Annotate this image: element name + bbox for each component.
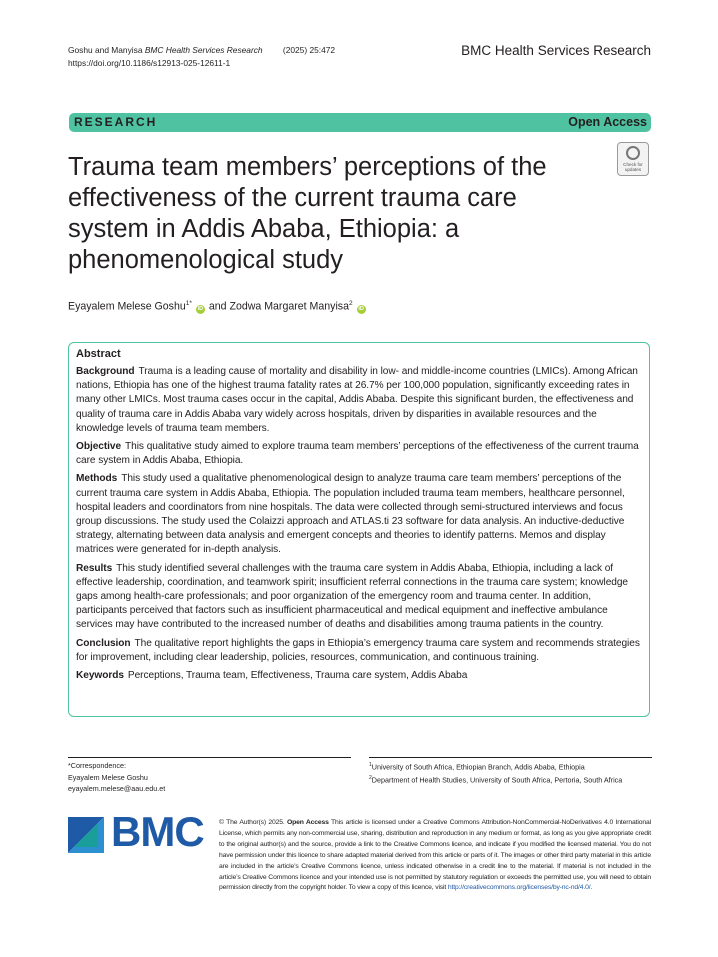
correspondence-label: *Correspondence: — [68, 761, 126, 770]
author-connector: and — [208, 300, 227, 313]
affiliation-text: Department of Health Studies, University of South Africa, Pertoria, South Africa — [371, 775, 623, 785]
crossmark-line1: Check for — [623, 162, 643, 167]
section-text: Trauma is a leading cause of mortality and disability in low- and middle-income countries (LMICs). Among African nations, Ethiopia has one of the highest trauma fatality rates at 26.7% per 100,000 population, significantly exceeding rates in many other LMICs. Most trauma cases occur in the capital, Addis Ababa. Despite this significant burden, the effectiveness and quality of trauma care in Addis Ababa vary widely across hospitals, driven by disparities in available resources and the knowledge levels of trauma team members. — [76, 366, 638, 434]
license-link[interactable]: http://creativecommons.org/licenses/by-nc-nd/4.0/. — [447, 884, 593, 892]
correspondence-block — [68, 760, 165, 795]
abstract-conclusion — [76, 637, 642, 665]
bmc-logo-icon — [68, 817, 104, 853]
license-text — [219, 818, 651, 894]
bmc-logo-text: BMC — [111, 808, 204, 855]
abstract-methods — [76, 472, 642, 557]
journal-name: BMC Health Services Research — [461, 43, 651, 58]
abstract-heading: Abstract — [76, 348, 121, 360]
citation-authors: Goshu and Manyisa — [68, 45, 143, 55]
orcid-icon[interactable]: iD — [358, 305, 364, 312]
article-title: Trauma team members’ perceptions of the effectiveness of the current trauma care system in Addis Ababa, Ethiopia: a phenomenological study — [68, 153, 547, 274]
author-name[interactable]: Eyayalem Melese Goshu — [68, 300, 186, 313]
section-text: This study identified several challenges with the trauma care system in Addis Ababa, Ethiopia, including a lack of effective leadership, coordination, and teamwork spirit; insufficient referral connections in the trauma care system; knowledge gaps among health-care professionals; and poor organization of the emergency room and trauma center. In addition, participants perceived that factors such as insufficient pharmaceutical and medical equipment and ineffective ambulance services may have contributed to the increased number of deaths and disabilities among trauma patients in the country. — [76, 562, 628, 631]
copyright: © The Author(s) 2025. — [219, 819, 285, 826]
crossmark-line2: updates — [624, 167, 642, 172]
affiliations-block — [369, 760, 654, 786]
author-affiliation-sup: 1* — [185, 300, 192, 307]
affiliation-text: University of South Africa, Ethiopian Branch, Addis Ababa, Ethiopia — [371, 762, 585, 772]
doi-link[interactable]: https://doi.org/10.1186/s12913-025-12611-1 — [68, 58, 231, 68]
abstract-objective — [76, 440, 642, 468]
author-affiliation-sup: 2 — [349, 300, 353, 307]
section-label: Methods — [76, 473, 118, 485]
orcid-icon[interactable]: iD — [197, 305, 204, 312]
article-type-banner — [69, 113, 651, 132]
open-access-label: Open Access — [568, 115, 647, 129]
affiliation-item — [369, 760, 654, 773]
author-name[interactable]: Zodwa Margaret Manyisa — [229, 300, 349, 313]
article-type-label: RESEARCH — [74, 115, 158, 129]
section-text: The qualitative report highlights the gaps in Ethiopia’s emergency trauma care system and recommends strategies for improvement, including clear leadership, policies, resources, communication, and continuous training. — [76, 637, 640, 663]
section-label: Background — [76, 366, 135, 377]
footnote-divider — [369, 757, 652, 758]
section-label: Results — [76, 562, 113, 574]
citation-journal: BMC Health Services Research — [144, 45, 263, 55]
section-text: This study used a qualitative phenomenological design to analyze trauma care team members’ perceptions of the current trauma care system in Addis Ababa, Ethiopia. The population included trauma team members, healthcare personnel, hospital leaders and coordinators from nine hospitals. The data were collected through semi-structured interviews and focus group discussions. The study used the Colaizzi approach and ATLAS.ti 23 software for data analysis. An inductive-deductive strategy, alternating between data analysis and emergent concepts and theories to identify patterns. Memos and display matrices were generated for in-depth analysis. — [76, 473, 625, 556]
affiliation-sup: 2 — [369, 774, 372, 781]
affiliation-item — [369, 773, 654, 786]
author-list — [68, 300, 367, 314]
check-for-updates-button[interactable] — [617, 142, 649, 176]
open-access-label: Open Access — [286, 819, 329, 826]
license-body: This article is licensed under a Creative Commons Attribution-NonCommercial-NoDerivatives 4.0 International License, which permits any non-commercial use, sharing, distribution and reproduction in any medium or format, as long as you give appropriate credit to the original author(s) and the source, provide a link to the Creative Commons licence, and indicate if you modified the licensed material. You do not have permission under this licence to share adapted material derived from this article or parts of it. The images or other third party material in this article are included in the article’s Creative Commons licence, unless indicated otherwise in a credit line to the material. If material is not included in the article’s Creative Commons licence and your intended use is not permitted by statutory regulation or exceeds the permitted use, you will need to obtain permission directly from the copyright holder. To view a copy of this licence, visit — [219, 819, 651, 892]
correspondence-email[interactable]: eyayalem.melese@aau.edu.et — [68, 784, 166, 793]
citation-year-volume: (2025) 25:472 — [282, 45, 336, 55]
running-header — [68, 44, 335, 70]
crossmark-icon — [626, 146, 640, 160]
section-label: Keywords — [76, 670, 124, 682]
correspondence-name: Eyayalem Melese Goshu — [68, 772, 148, 782]
section-text: Perceptions, Trauma team, Effectiveness, Trauma care system, Addis Ababa — [127, 670, 468, 682]
abstract-results — [76, 562, 642, 633]
affiliation-sup: 1 — [369, 762, 372, 768]
footnote-divider — [68, 757, 351, 758]
abstract-background — [76, 365, 642, 436]
abstract-keywords — [76, 669, 642, 683]
section-label: Conclusion — [76, 637, 131, 649]
section-label: Objective — [76, 441, 122, 453]
abstract-box — [68, 342, 650, 717]
bmc-logo[interactable] — [68, 808, 204, 858]
section-text: This qualitative study aimed to explore trauma team members’ perceptions of the effectiveness of the current trauma care system in Addis Ababa, Ethiopia. — [76, 441, 639, 467]
